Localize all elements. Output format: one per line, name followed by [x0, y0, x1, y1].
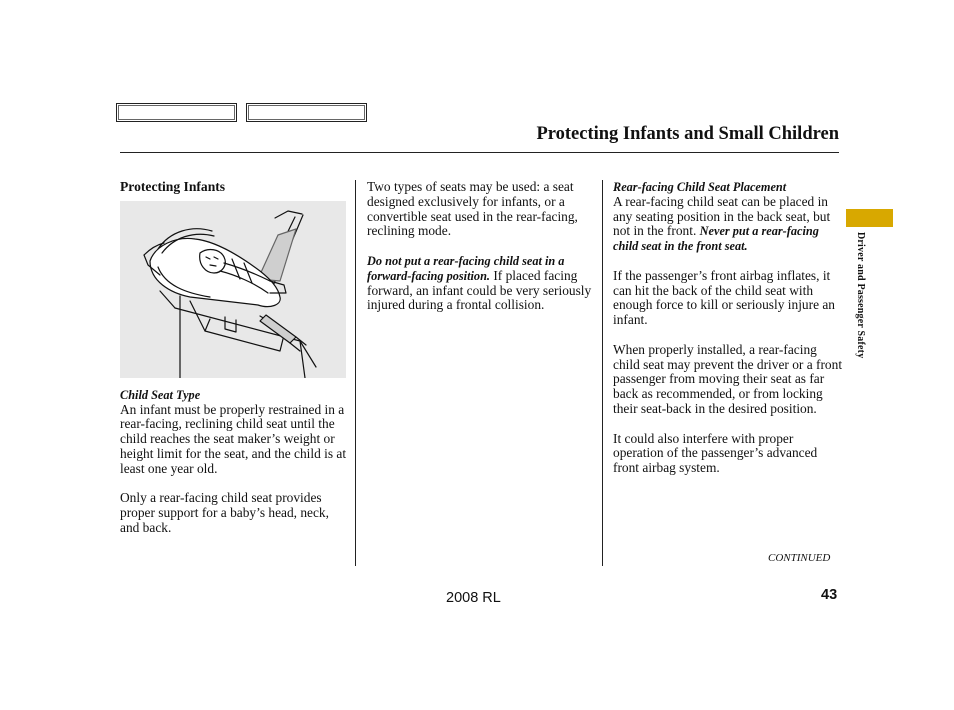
nav-button-left[interactable] [116, 103, 237, 122]
column-divider [355, 180, 356, 566]
interference-paragraph: It could also interfere with proper operation of the passenger’s advanced front airbag system. [613, 430, 818, 476]
column-divider [602, 180, 603, 566]
model-label: 2008 RL [446, 590, 501, 606]
section-tab [846, 209, 893, 227]
header-rule [120, 152, 839, 153]
airbag-paragraph: If the passenger’s front airbag inflates, it can hit the back of the child seat with enough force to kill or seriously injure an infant. [613, 267, 836, 328]
support-paragraph: Only a rear-facing child seat provides proper support for a baby’s head, neck, and back. [120, 490, 329, 535]
placement-heading: Rear-facing Child Seat Placement [613, 180, 787, 194]
nav-button-right[interactable] [246, 103, 367, 122]
page-number: 43 [821, 587, 838, 603]
child-seat-type-heading: Child Seat Type [120, 387, 201, 402]
rear-facing-infant-seat-illustration [120, 201, 346, 378]
placement-text: A rear-facing child seat can be placed in any seating position in the back seat, but not in the front. [613, 193, 831, 239]
installation-paragraph: When properly installed, a rear-facing child seat may prevent the driver or a front passenger from moving their seat as far back as recommended, or from locking their seat-back in the desired position. [613, 341, 843, 416]
section-label: Driver and Passenger Safety [855, 232, 866, 359]
forward-facing-warning [367, 254, 595, 313]
placement-warning: Never put a rear-facing child seat in the front seat. [613, 224, 819, 254]
warning-text: If placed facing forward, an infant could be very seriously injured during a frontal collision. [367, 267, 592, 313]
section-heading: Protecting Infants [120, 179, 226, 194]
page-title: Protecting Infants and Small Children [536, 124, 839, 144]
column-middle [367, 180, 595, 328]
column-left [120, 180, 350, 551]
column-right [613, 180, 843, 491]
placement-paragraph [613, 195, 843, 254]
continued-label: CONTINUED [768, 552, 831, 564]
seat-types-paragraph: Two types of seats may be used: a seat designed exclusively for infants, or a convertible seat used in the rear-facing, reclining mode. [367, 179, 578, 239]
warning-bold-text: Do not put a rear-facing child seat in a forward-facing position. [367, 253, 565, 283]
child-seat-type-paragraph: An infant must be properly restrained in a rear-facing, reclining child seat until the child reaches the seat maker’s weight or height limit for the seat, and the child is at least one year old. [120, 401, 347, 476]
